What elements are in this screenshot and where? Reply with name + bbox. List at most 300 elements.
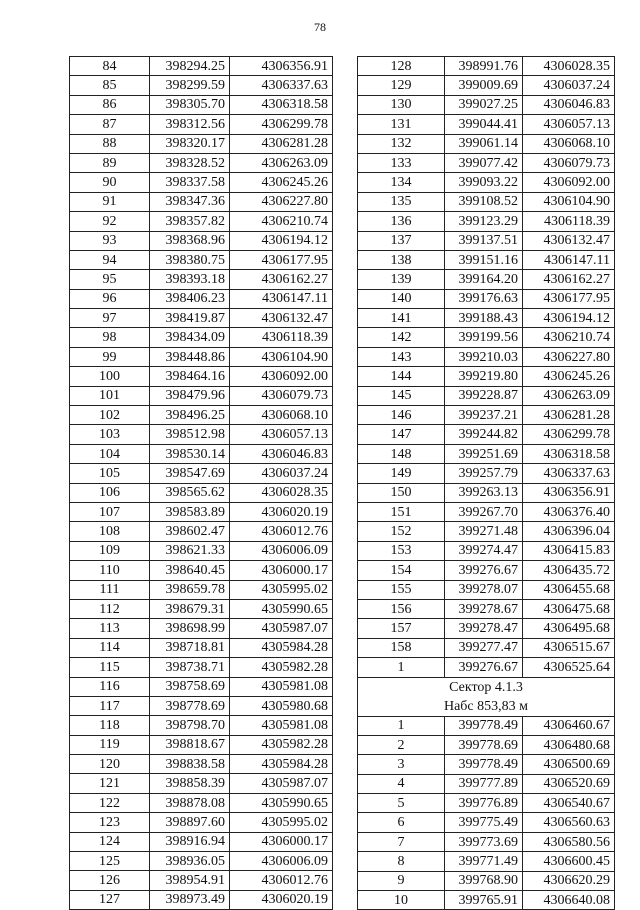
sector-header-row (358, 697, 615, 717)
y-coordinate: 4306057.13 (230, 425, 333, 444)
x-coordinate: 398798.70 (150, 716, 230, 735)
point-number: 155 (358, 580, 445, 599)
y-coordinate: 4306318.58 (230, 95, 333, 114)
x-coordinate: 398496.25 (150, 406, 230, 425)
point-number: 123 (70, 813, 150, 832)
table-row (358, 813, 615, 832)
table-row (358, 599, 615, 618)
x-coordinate: 399009.69 (445, 76, 523, 95)
x-coordinate: 398312.56 (150, 115, 230, 134)
point-number: 158 (358, 638, 445, 657)
point-number: 147 (358, 425, 445, 444)
x-coordinate: 399278.47 (445, 619, 523, 638)
table-row (358, 192, 615, 211)
point-number: 2 (358, 735, 445, 754)
x-coordinate: 398337.58 (150, 173, 230, 192)
point-number: 127 (70, 890, 150, 909)
x-coordinate: 399244.82 (445, 425, 523, 444)
point-number: 136 (358, 212, 445, 231)
point-number: 135 (358, 192, 445, 211)
point-number: 98 (70, 328, 150, 347)
x-coordinate: 399164.20 (445, 270, 523, 289)
table-row (70, 677, 333, 696)
y-coordinate: 4306227.80 (230, 192, 333, 211)
point-number: 94 (70, 250, 150, 269)
table-row (358, 425, 615, 444)
x-coordinate: 398758.69 (150, 677, 230, 696)
y-coordinate: 4305984.28 (230, 755, 333, 774)
table-row (70, 212, 333, 231)
y-coordinate: 4306012.76 (230, 522, 333, 541)
x-coordinate: 399044.41 (445, 115, 523, 134)
table-row (358, 871, 615, 890)
x-coordinate: 398818.67 (150, 735, 230, 754)
table-row (358, 367, 615, 386)
point-number: 148 (358, 444, 445, 463)
x-coordinate: 399778.69 (445, 735, 523, 754)
x-coordinate: 398393.18 (150, 270, 230, 289)
x-coordinate: 399210.03 (445, 347, 523, 366)
x-coordinate: 398878.08 (150, 793, 230, 812)
y-coordinate: 4306006.09 (230, 541, 333, 560)
y-coordinate: 4306435.72 (523, 561, 615, 580)
point-number: 8 (358, 852, 445, 871)
point-number: 10 (358, 891, 445, 910)
point-number: 120 (70, 755, 150, 774)
y-coordinate: 4305990.65 (230, 793, 333, 812)
x-coordinate: 399093.22 (445, 173, 523, 192)
y-coordinate: 4306000.17 (230, 832, 333, 851)
y-coordinate: 4306337.63 (230, 76, 333, 95)
table-row (70, 871, 333, 890)
y-coordinate: 4306162.27 (230, 270, 333, 289)
table-row (70, 755, 333, 774)
table-row (70, 57, 333, 76)
x-coordinate: 399176.63 (445, 289, 523, 308)
table-row (70, 522, 333, 541)
point-number: 112 (70, 599, 150, 618)
y-coordinate: 4306079.73 (230, 386, 333, 405)
x-coordinate: 399765.91 (445, 891, 523, 910)
y-coordinate: 4306227.80 (523, 347, 615, 366)
table-row (358, 852, 615, 871)
table-row (358, 891, 615, 910)
table-row (70, 599, 333, 618)
x-coordinate: 399768.90 (445, 871, 523, 890)
y-coordinate: 4306245.26 (230, 173, 333, 192)
point-number: 152 (358, 522, 445, 541)
table-row (70, 852, 333, 871)
x-coordinate: 399773.69 (445, 832, 523, 851)
y-coordinate: 4305982.28 (230, 735, 333, 754)
point-number: 101 (70, 386, 150, 405)
y-coordinate: 4306600.45 (523, 852, 615, 871)
y-coordinate: 4306515.67 (523, 638, 615, 657)
x-coordinate: 399188.43 (445, 309, 523, 328)
point-number: 113 (70, 619, 150, 638)
point-number: 142 (358, 328, 445, 347)
x-coordinate: 398973.49 (150, 890, 230, 909)
point-number: 139 (358, 270, 445, 289)
x-coordinate: 399251.69 (445, 444, 523, 463)
point-number: 128 (358, 57, 445, 76)
x-coordinate: 398991.76 (445, 57, 523, 76)
table-row (358, 832, 615, 851)
x-coordinate: 398738.71 (150, 658, 230, 677)
table-row (358, 444, 615, 463)
y-coordinate: 4306356.91 (523, 483, 615, 502)
x-coordinate: 398640.45 (150, 561, 230, 580)
table-row (70, 173, 333, 192)
point-number: 157 (358, 619, 445, 638)
y-coordinate: 4306299.78 (230, 115, 333, 134)
point-number: 9 (358, 871, 445, 890)
table-row (358, 289, 615, 308)
table-row (70, 541, 333, 560)
point-number: 133 (358, 153, 445, 172)
point-number: 7 (358, 832, 445, 851)
y-coordinate: 4305981.08 (230, 677, 333, 696)
point-number: 97 (70, 309, 150, 328)
x-coordinate: 398434.09 (150, 328, 230, 347)
table-row (358, 231, 615, 250)
table-row (358, 580, 615, 599)
table-row (358, 250, 615, 269)
y-coordinate: 4306640.08 (523, 891, 615, 910)
coordinates-table-right (357, 56, 615, 910)
point-number: 125 (70, 852, 150, 871)
y-coordinate: 4306210.74 (230, 212, 333, 231)
table-row (70, 270, 333, 289)
point-number: 129 (358, 76, 445, 95)
table-row (358, 483, 615, 502)
sector-elevation: Набс 853,83 м (358, 697, 615, 717)
y-coordinate: 4306104.90 (230, 347, 333, 366)
point-number: 87 (70, 115, 150, 134)
point-number: 130 (358, 95, 445, 114)
x-coordinate: 398464.16 (150, 367, 230, 386)
table-row (70, 289, 333, 308)
table-row (70, 153, 333, 172)
x-coordinate: 398565.62 (150, 483, 230, 502)
x-coordinate: 399219.80 (445, 367, 523, 386)
table-row (358, 619, 615, 638)
table-row (70, 367, 333, 386)
x-coordinate: 399776.89 (445, 794, 523, 813)
table-row (358, 309, 615, 328)
y-coordinate: 4306037.24 (230, 464, 333, 483)
table-row (70, 832, 333, 851)
point-number: 84 (70, 57, 150, 76)
point-number: 145 (358, 386, 445, 405)
y-coordinate: 4306337.63 (523, 464, 615, 483)
y-coordinate: 4306147.11 (230, 289, 333, 308)
table-row (70, 716, 333, 735)
x-coordinate: 398347.36 (150, 192, 230, 211)
x-coordinate: 398858.39 (150, 774, 230, 793)
point-number: 149 (358, 464, 445, 483)
table-row (70, 464, 333, 483)
table-row (70, 406, 333, 425)
y-coordinate: 4306356.91 (230, 57, 333, 76)
y-coordinate: 4306012.76 (230, 871, 333, 890)
table-row (358, 57, 615, 76)
y-coordinate: 4306177.95 (230, 250, 333, 269)
y-coordinate: 4306028.35 (523, 57, 615, 76)
x-coordinate: 399263.13 (445, 483, 523, 502)
x-coordinate: 398679.31 (150, 599, 230, 618)
x-coordinate: 398448.86 (150, 347, 230, 366)
point-number: 114 (70, 638, 150, 657)
x-coordinate: 398305.70 (150, 95, 230, 114)
x-coordinate: 399123.29 (445, 212, 523, 231)
x-coordinate: 398778.69 (150, 696, 230, 715)
y-coordinate: 4306162.27 (523, 270, 615, 289)
table-row (70, 483, 333, 502)
point-number: 93 (70, 231, 150, 250)
point-number: 124 (70, 832, 150, 851)
point-number: 121 (70, 774, 150, 793)
table-row (70, 813, 333, 832)
point-number: 5 (358, 794, 445, 813)
y-coordinate: 4306281.28 (230, 134, 333, 153)
y-coordinate: 4306132.47 (230, 309, 333, 328)
x-coordinate: 398659.78 (150, 580, 230, 599)
x-coordinate: 399108.52 (445, 192, 523, 211)
y-coordinate: 4306396.04 (523, 522, 615, 541)
point-number: 3 (358, 755, 445, 774)
table-row (70, 774, 333, 793)
point-number: 108 (70, 522, 150, 541)
table-row (358, 638, 615, 657)
y-coordinate: 4306037.24 (523, 76, 615, 95)
y-coordinate: 4305995.02 (230, 813, 333, 832)
x-coordinate: 398547.69 (150, 464, 230, 483)
y-coordinate: 4306263.09 (523, 386, 615, 405)
point-number: 95 (70, 270, 150, 289)
x-coordinate: 399137.51 (445, 231, 523, 250)
x-coordinate: 399267.70 (445, 502, 523, 521)
y-coordinate: 4305987.07 (230, 619, 333, 638)
y-coordinate: 4305984.28 (230, 638, 333, 657)
x-coordinate: 399777.89 (445, 774, 523, 793)
y-coordinate: 4306000.17 (230, 561, 333, 580)
y-coordinate: 4306147.11 (523, 250, 615, 269)
y-coordinate: 4306068.10 (230, 406, 333, 425)
y-coordinate: 4306415.83 (523, 541, 615, 560)
point-number: 89 (70, 153, 150, 172)
y-coordinate: 4306580.56 (523, 832, 615, 851)
x-coordinate: 399271.48 (445, 522, 523, 541)
y-coordinate: 4306068.10 (523, 134, 615, 153)
x-coordinate: 398299.59 (150, 76, 230, 95)
table-row (70, 347, 333, 366)
x-coordinate: 399228.87 (445, 386, 523, 405)
point-number: 106 (70, 483, 150, 502)
y-coordinate: 4305980.68 (230, 696, 333, 715)
point-number: 138 (358, 250, 445, 269)
table-row (70, 192, 333, 211)
y-coordinate: 4306520.69 (523, 774, 615, 793)
point-number: 103 (70, 425, 150, 444)
point-number: 118 (70, 716, 150, 735)
point-number: 110 (70, 561, 150, 580)
point-number: 100 (70, 367, 150, 386)
point-number: 154 (358, 561, 445, 580)
sector-title: Сектор 4.1.3 (358, 677, 615, 697)
table-row (358, 464, 615, 483)
point-number: 92 (70, 212, 150, 231)
point-number: 6 (358, 813, 445, 832)
point-number: 119 (70, 735, 150, 754)
table-row (70, 444, 333, 463)
table-row (358, 541, 615, 560)
table-row (70, 619, 333, 638)
y-coordinate: 4306475.68 (523, 599, 615, 618)
point-number: 140 (358, 289, 445, 308)
table-row (358, 173, 615, 192)
table-row (70, 425, 333, 444)
y-coordinate: 4306560.63 (523, 813, 615, 832)
y-coordinate: 4306057.13 (523, 115, 615, 134)
point-number: 91 (70, 192, 150, 211)
point-number: 85 (70, 76, 150, 95)
y-coordinate: 4306299.78 (523, 425, 615, 444)
table-row (358, 716, 615, 735)
table-row (70, 580, 333, 599)
y-coordinate: 4306118.39 (230, 328, 333, 347)
y-coordinate: 4305982.28 (230, 658, 333, 677)
table-row (358, 658, 615, 677)
x-coordinate: 398838.58 (150, 755, 230, 774)
table-row (358, 755, 615, 774)
point-number: 88 (70, 134, 150, 153)
point-number: 122 (70, 793, 150, 812)
y-coordinate: 4306495.68 (523, 619, 615, 638)
table-row (70, 231, 333, 250)
x-coordinate: 398897.60 (150, 813, 230, 832)
y-coordinate: 4306500.69 (523, 755, 615, 774)
table-row (358, 76, 615, 95)
table-row (358, 212, 615, 231)
table-row (358, 386, 615, 405)
point-number: 116 (70, 677, 150, 696)
y-coordinate: 4306006.09 (230, 852, 333, 871)
table-row (70, 386, 333, 405)
x-coordinate: 399775.49 (445, 813, 523, 832)
x-coordinate: 399771.49 (445, 852, 523, 871)
point-number: 102 (70, 406, 150, 425)
table-row (70, 115, 333, 134)
x-coordinate: 398406.23 (150, 289, 230, 308)
coordinates-table-left (69, 56, 333, 910)
y-coordinate: 4306046.83 (523, 95, 615, 114)
x-coordinate: 399278.67 (445, 599, 523, 618)
table-row (358, 522, 615, 541)
point-number: 115 (70, 658, 150, 677)
point-number: 96 (70, 289, 150, 308)
point-number: 107 (70, 502, 150, 521)
table-row (358, 270, 615, 289)
x-coordinate: 398916.94 (150, 832, 230, 851)
y-coordinate: 4306020.19 (230, 890, 333, 909)
point-number: 109 (70, 541, 150, 560)
y-coordinate: 4306525.64 (523, 658, 615, 677)
x-coordinate: 399061.14 (445, 134, 523, 153)
point-number: 90 (70, 173, 150, 192)
point-number: 144 (358, 367, 445, 386)
y-coordinate: 4306104.90 (523, 192, 615, 211)
table-row (70, 735, 333, 754)
x-coordinate: 398320.17 (150, 134, 230, 153)
x-coordinate: 399077.42 (445, 153, 523, 172)
x-coordinate: 398479.96 (150, 386, 230, 405)
x-coordinate: 399199.56 (445, 328, 523, 347)
y-coordinate: 4306245.26 (523, 367, 615, 386)
x-coordinate: 399778.49 (445, 716, 523, 735)
point-number: 1 (358, 716, 445, 735)
x-coordinate: 399276.67 (445, 658, 523, 677)
x-coordinate: 398954.91 (150, 871, 230, 890)
point-number: 105 (70, 464, 150, 483)
x-coordinate: 399274.47 (445, 541, 523, 560)
table-row (70, 793, 333, 812)
point-number: 143 (358, 347, 445, 366)
point-number: 137 (358, 231, 445, 250)
x-coordinate: 399778.49 (445, 755, 523, 774)
table-row (70, 696, 333, 715)
x-coordinate: 398357.82 (150, 212, 230, 231)
point-number: 141 (358, 309, 445, 328)
table-row (70, 638, 333, 657)
point-number: 150 (358, 483, 445, 502)
point-number: 99 (70, 347, 150, 366)
table-row (70, 658, 333, 677)
x-coordinate: 399151.16 (445, 250, 523, 269)
y-coordinate: 4306455.68 (523, 580, 615, 599)
table-row (70, 76, 333, 95)
point-number: 156 (358, 599, 445, 618)
x-coordinate: 399276.67 (445, 561, 523, 580)
table-row (358, 406, 615, 425)
table-row (358, 561, 615, 580)
point-number: 146 (358, 406, 445, 425)
x-coordinate: 398328.52 (150, 153, 230, 172)
y-coordinate: 4306281.28 (523, 406, 615, 425)
y-coordinate: 4306540.67 (523, 794, 615, 813)
x-coordinate: 398936.05 (150, 852, 230, 871)
y-coordinate: 4305987.07 (230, 774, 333, 793)
y-coordinate: 4305995.02 (230, 580, 333, 599)
point-number: 117 (70, 696, 150, 715)
y-coordinate: 4305981.08 (230, 716, 333, 735)
table-row (70, 250, 333, 269)
point-number: 86 (70, 95, 150, 114)
x-coordinate: 398718.81 (150, 638, 230, 657)
table-row (70, 561, 333, 580)
x-coordinate: 399027.25 (445, 95, 523, 114)
table-row (358, 794, 615, 813)
point-number: 132 (358, 134, 445, 153)
x-coordinate: 398368.96 (150, 231, 230, 250)
x-coordinate: 398621.33 (150, 541, 230, 560)
table-row (70, 134, 333, 153)
table-row (358, 153, 615, 172)
point-number: 151 (358, 502, 445, 521)
y-coordinate: 4306194.12 (523, 309, 615, 328)
y-coordinate: 4306092.00 (523, 173, 615, 192)
x-coordinate: 398419.87 (150, 309, 230, 328)
